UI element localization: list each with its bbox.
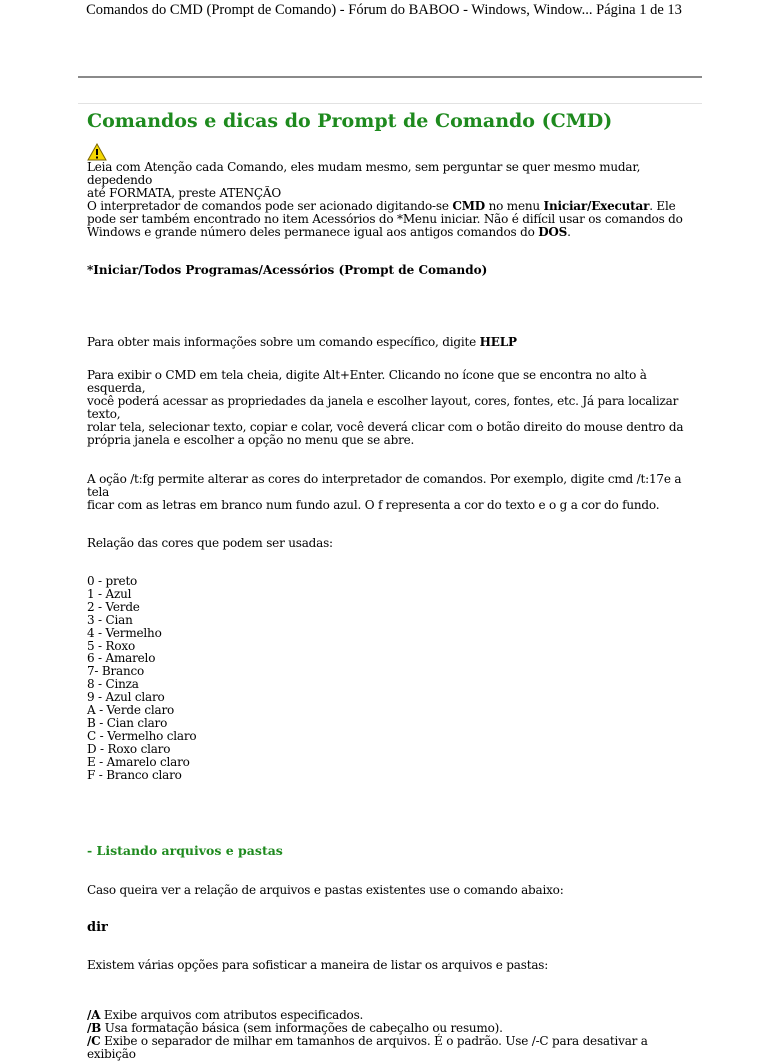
color-item: 5 - Roxo — [87, 638, 135, 653]
color-option-paragraph — [87, 473, 697, 512]
intro-text-d: Windows e grande número deles permanece igual aos antigos comandos do — [87, 225, 539, 239]
dos-keyword: DOS — [538, 225, 568, 239]
intro-line-2: até FORMATA, preste ATENÇÃO — [87, 186, 282, 200]
color-item: D - Roxo claro — [87, 741, 171, 756]
intro-text-b: no menu — [485, 199, 544, 213]
help-command: HELP — [479, 335, 517, 349]
colors-intro: Relação das cores que podem ser usadas: — [87, 536, 333, 550]
intro-line-1: Leia com Atenção cada Comando, eles mudam mesmo, sem perguntar se quer mesmo mudar, depedendo — [87, 160, 641, 187]
post-divider — [78, 103, 702, 104]
color-item: 6 - Amarelo — [87, 651, 156, 666]
color-item: 8 - Cinza — [87, 677, 139, 692]
option-flag: /C — [87, 1033, 101, 1048]
option-flag: /B — [87, 1020, 102, 1035]
help-text: Para obter mais informações sobre um comando específico, digite — [87, 335, 480, 349]
color-item: 2 - Verde — [87, 599, 140, 614]
color-option-line: A oção /t:fg permite alterar as cores do interpretador de comandos. Por exemplo, digite cmd /t:17e a tela — [87, 472, 682, 499]
fullscreen-line: própria janela e escolher a opção no menu que se abre. — [87, 433, 415, 447]
cmd-keyword: CMD — [452, 199, 485, 213]
dir-options-list — [87, 1009, 697, 1061]
color-item: 9 - Azul claro — [87, 690, 165, 705]
color-item: A - Verde claro — [87, 703, 175, 718]
warning-triangle-icon — [87, 143, 107, 161]
article-body — [87, 108, 697, 1061]
header-divider — [78, 76, 702, 78]
help-paragraph — [87, 336, 697, 349]
listing-intro: Caso queira ver a relação de arquivos e pastas existentes use o comando abaixo: — [87, 882, 564, 897]
intro-text-e: . — [567, 225, 571, 239]
start-menu-path: *Iniciar/Todos Programas/Acessórios (Prompt de Comando) — [87, 263, 488, 277]
section-title-listing: - Listando arquivos e pastas — [87, 842, 283, 858]
intro-line-4: pode ser também encontrado no item Acessórios do *Menu iniciar. Não é difícil usar os comandos do — [87, 212, 683, 226]
article-title: Comandos e dicas do Prompt de Comando (CMD) — [87, 110, 613, 132]
options-intro: Existem várias opções para sofisticar a maneira de listar os arquivos e pastas: — [87, 957, 549, 972]
start-run-menu: Iniciar/Executar — [543, 199, 650, 213]
color-item: E - Amarelo claro — [87, 754, 190, 769]
color-option-line: ficar com as letras em branco num fundo azul. O f representa a cor do texto e o g a cor do fundo. — [87, 498, 660, 512]
intro-text-a: O interpretador de comandos pode ser acionado digitando-se — [87, 199, 453, 213]
option-flag: /A — [87, 1007, 101, 1022]
page-header-title: Comandos do CMD (Prompt de Comando) - Fórum do BABOO - Windows, Window... — [86, 2, 593, 18]
color-item: 1 - Azul — [87, 586, 132, 601]
option-desc: Exibe arquivos com atributos especificados. — [100, 1007, 364, 1022]
color-item: B - Cian claro — [87, 715, 168, 730]
page-number: Página 1 de 13 — [596, 2, 682, 18]
intro-paragraph — [87, 161, 697, 239]
fullscreen-line: Para exibir o CMD em tela cheia, digite Alt+Enter. Clicando no ícone que se encontra no alto à esquerda, — [87, 368, 647, 395]
dir-option-item — [87, 1035, 697, 1061]
fullscreen-line: rolar tela, selecionar texto, copiar e colar, você deverá clicar com o botão direito do mouse dentro da — [87, 420, 684, 434]
fullscreen-line: você poderá acessar as propriedades da janela e escolher layout, cores, fontes, etc. Já para localizar texto, — [87, 394, 679, 421]
fullscreen-paragraph — [87, 369, 697, 447]
color-item: C - Vermelho claro — [87, 728, 197, 743]
option-desc: Usa formatação básica (sem informações de cabeçalho ou resumo). — [101, 1020, 503, 1035]
intro-line-5 — [87, 226, 697, 239]
color-item: 0 - preto — [87, 574, 138, 588]
dir-command: dir — [87, 919, 108, 935]
color-item: 7- Branco — [87, 664, 145, 679]
print-page-header — [0, 0, 768, 20]
color-item: F - Branco claro — [87, 767, 182, 782]
color-item: 4 - Vermelho — [87, 625, 162, 640]
option-desc: Exibe o separador de milhar em tamanhos de arquivos. É o padrão. Use /-C para desativar a exibição — [87, 1033, 648, 1061]
color-list — [87, 575, 697, 782]
intro-text-c: . Ele — [649, 199, 676, 213]
color-item: 3 - Cian — [87, 612, 133, 627]
